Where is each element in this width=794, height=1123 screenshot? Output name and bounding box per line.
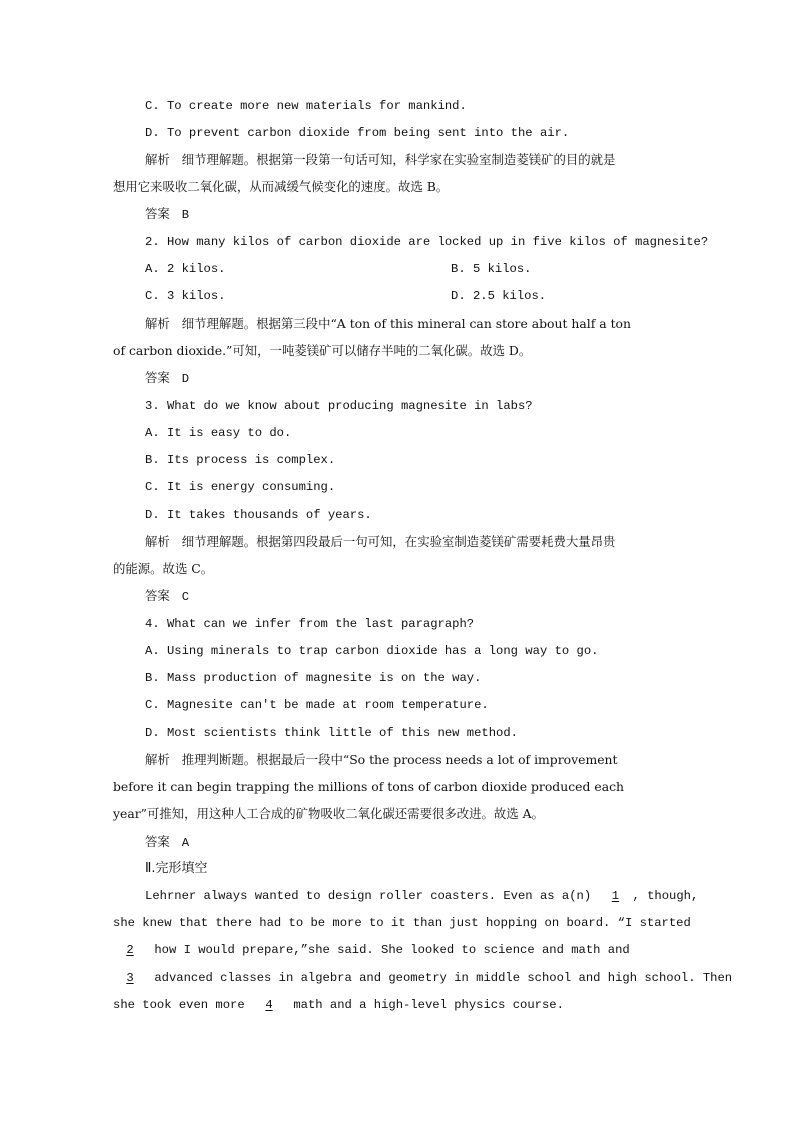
q4-option-d: D. Most scientists think little of this new method. bbox=[145, 726, 518, 740]
answer-value: A bbox=[181, 836, 190, 850]
q4-analysis bbox=[145, 752, 715, 768]
q2-option-a: A. 2 kilos. bbox=[145, 262, 226, 276]
cloze-line-3 bbox=[113, 942, 683, 958]
cloze-blank-2: 2 bbox=[126, 943, 134, 957]
q4-option-c: C. Magnesite can't be made at room temperature. bbox=[145, 698, 489, 712]
analysis-label: 解析 bbox=[145, 752, 170, 767]
q2-options-row1 bbox=[145, 261, 715, 277]
cloze-text: math and a high-level physics course. bbox=[293, 998, 564, 1012]
q3-option-d: D. It takes thousands of years. bbox=[145, 508, 372, 522]
q3-answer bbox=[145, 588, 715, 604]
q3-question: 3. What do we know about producing magnesite in labs? bbox=[145, 399, 533, 413]
cloze-line-1 bbox=[145, 888, 715, 904]
q2-analysis bbox=[145, 316, 715, 332]
q2-option-b: B. 5 kilos. bbox=[451, 262, 532, 276]
cloze-text: advanced classes in algebra and geometry in middle school and high school. Then bbox=[154, 971, 733, 985]
cloze-text: , though, bbox=[632, 889, 699, 903]
q1-option-c: C. To create more new materials for mankind. bbox=[145, 99, 467, 113]
cloze-line-5 bbox=[113, 997, 683, 1013]
q3-option-b: B. Its process is complex. bbox=[145, 453, 336, 467]
analysis-label: 解析 bbox=[145, 534, 170, 549]
q2-options-row2 bbox=[145, 288, 715, 304]
answer-value: B bbox=[181, 208, 190, 222]
q2-analysis-cont: of carbon dioxide.”可知，一吨菱镁矿可以储存半吨的二氧化碳。故选 D。 bbox=[113, 343, 532, 358]
cloze-text: Lehrner always wanted to design roller coasters. Even as a(n) bbox=[145, 889, 592, 903]
cloze-text: how I would prepare,”she said. She looked to science and math and bbox=[154, 943, 630, 957]
q3-option-c: C. It is energy consuming. bbox=[145, 480, 336, 494]
q3-option-a: A. It is easy to do. bbox=[145, 426, 292, 440]
answer-label: 答案 bbox=[145, 370, 170, 385]
q3-analysis-cont: 的能源。故选 C。 bbox=[113, 561, 214, 576]
q4-option-b: B. Mass production of magnesite is on the way. bbox=[145, 671, 482, 685]
q4-question: 4. What can we infer from the last paragraph? bbox=[145, 617, 475, 631]
analysis-text: 细节理解题。根据第三段中“A ton of this mineral can store about half a ton bbox=[181, 316, 632, 331]
q1-option-d: D. To prevent carbon dioxide from being sent into the air. bbox=[145, 126, 570, 140]
analysis-text: 推理判断题。根据最后一段中“So the process needs a lot of improvement bbox=[181, 752, 618, 767]
analysis-label: 解析 bbox=[145, 316, 170, 331]
q2-option-d: D. 2.5 kilos. bbox=[451, 289, 547, 303]
q4-analysis-cont: before it can begin trapping the millions of tons of carbon dioxide produced each bbox=[113, 779, 625, 794]
answer-label: 答案 bbox=[145, 834, 170, 849]
cloze-blank-3: 3 bbox=[126, 971, 134, 985]
cloze-blank-1: 1 bbox=[611, 889, 620, 903]
q3-analysis bbox=[145, 534, 715, 550]
q4-answer bbox=[145, 834, 715, 850]
q4-analysis-cont2: year”可推知，用这种人工合成的矿物吸收二氧化碳还需要很多改进。故选 A。 bbox=[113, 806, 544, 821]
answer-value: C bbox=[181, 590, 190, 604]
cloze-line-4 bbox=[113, 970, 733, 986]
cloze-section-title: Ⅱ.完形填空 bbox=[145, 861, 208, 876]
q2-option-c: C. 3 kilos. bbox=[145, 289, 226, 303]
q1-answer bbox=[145, 206, 715, 222]
analysis-label: 解析 bbox=[145, 152, 170, 167]
answer-value: D bbox=[181, 372, 190, 386]
q2-question: 2. How many kilos of carbon dioxide are locked up in five kilos of magnesite? bbox=[145, 235, 709, 249]
cloze-blank-4: 4 bbox=[265, 998, 273, 1012]
q2-answer bbox=[145, 370, 715, 386]
analysis-text: 细节理解题。根据第四段最后一句可知，在实验室制造菱镁矿需要耗费大量昂贵 bbox=[181, 534, 616, 549]
q1-analysis-cont: 想用它来吸收二氧化碳，从而减缓气候变化的速度。故选 B。 bbox=[113, 179, 449, 194]
answer-label: 答案 bbox=[145, 588, 170, 603]
analysis-text: 细节理解题。根据第一段第一句话可知，科学家在实验室制造菱镁矿的目的就是 bbox=[181, 152, 616, 167]
cloze-text: she took even more bbox=[113, 998, 245, 1012]
q1-analysis bbox=[145, 152, 715, 168]
q4-option-a: A. Using minerals to trap carbon dioxide has a long way to go. bbox=[145, 644, 599, 658]
cloze-line-2: she knew that there had to be more to it than just hopping on board. “I started bbox=[113, 916, 691, 930]
answer-label: 答案 bbox=[145, 206, 170, 221]
